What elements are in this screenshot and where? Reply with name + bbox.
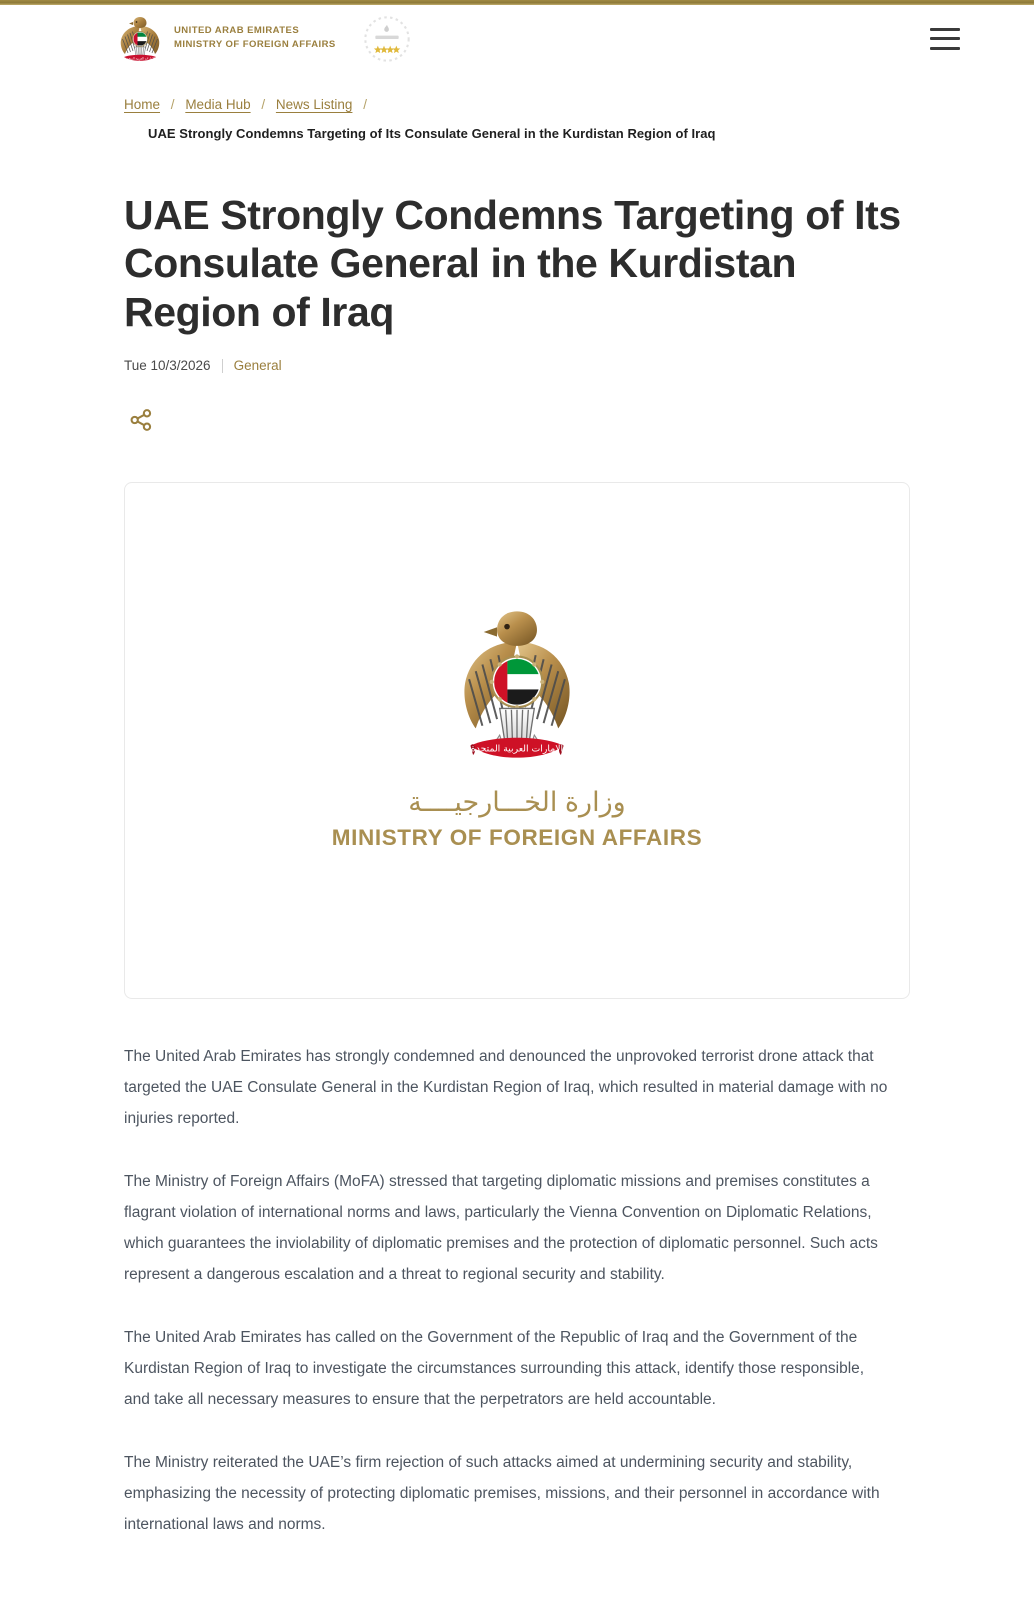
hamburger-bar-1 bbox=[930, 28, 960, 31]
breadcrumb-separator: / bbox=[170, 97, 175, 112]
breadcrumb-item-news-listing[interactable]: News Listing bbox=[275, 97, 353, 112]
uae-falcon-emblem-icon bbox=[458, 602, 576, 767]
brand-line-country: UNITED ARAB EMIRATES bbox=[174, 25, 300, 37]
breadcrumb-separator: / bbox=[261, 97, 266, 112]
hamburger-menu-icon[interactable] bbox=[930, 28, 960, 50]
article-meta bbox=[124, 358, 910, 373]
meta-divider bbox=[222, 359, 223, 373]
breadcrumb-item-media-hub[interactable]: Media Hub bbox=[185, 97, 251, 112]
svg-text:الإمارات العربية المتحدة: الإمارات العربية المتحدة bbox=[470, 743, 564, 755]
mofa-english-title: MINISTRY OF FOREIGN AFFAIRS bbox=[331, 825, 703, 851]
brand-line-ministry: MINISTRY OF FOREIGN AFFAIRS bbox=[174, 39, 336, 50]
breadcrumb-current-page: UAE Strongly Condemns Targeting of Its Consulate General in the Kurdistan Region of Iraq bbox=[148, 125, 716, 141]
share-glyph bbox=[128, 407, 154, 433]
site-header bbox=[0, 5, 1034, 72]
site-logo-link[interactable] bbox=[118, 14, 336, 64]
share-nodes-icon[interactable] bbox=[124, 403, 158, 437]
svg-text:الإمارات العربية المتحدة: الإمارات العربية المتحدة bbox=[125, 56, 155, 60]
breadcrumb-item-home[interactable]: Home bbox=[124, 97, 161, 112]
hamburger-bar-2 bbox=[930, 37, 960, 40]
mofa-logo-lockup bbox=[332, 602, 702, 851]
breadcrumb-separator: / bbox=[363, 97, 367, 112]
government-excellence-seal-icon bbox=[362, 14, 412, 64]
breadcrumb bbox=[124, 72, 910, 144]
uae-falcon-emblem-icon bbox=[118, 14, 162, 64]
article-date: Tue 10/3/2026 bbox=[124, 358, 211, 374]
mofa-arabic-title: وزارة الخـــارجيــــة bbox=[408, 787, 626, 818]
article-category: General bbox=[233, 358, 282, 374]
main-content bbox=[0, 72, 1034, 1540]
article-paragraph: The United Arab Emirates has called on the Government of the Republic of Iraq and the Government of the Kurdistan Region of Iraq to investigate the circumstances surrounding this attack, identify those responsible, and take all necessary measures to ensure that the perpetrators are held accountable. bbox=[124, 1329, 865, 1409]
share-row bbox=[124, 403, 910, 438]
article-paragraph: The United Arab Emirates has strongly condemned and denounced the unprovoked terrorist drone attack that targeted the UAE Consulate General in the Kurdistan Region of Iraq, which resulted in material damage with no injuries reported. bbox=[124, 1048, 888, 1128]
page-title: UAE Strongly Condemns Targeting of Its Consulate General in the Kurdistan Region of Iraq bbox=[124, 192, 901, 335]
hamburger-bar-3 bbox=[930, 47, 960, 50]
article-body bbox=[124, 1041, 910, 1540]
article-hero-card bbox=[124, 482, 910, 999]
article-paragraph: The Ministry reiterated the UAE’s firm rejection of such attacks aimed at undermining security and stability, emphasizing the necessity of protecting diplomatic premises, missions, and their personnel in accordance with international laws and norms. bbox=[124, 1454, 880, 1534]
article-paragraph: The Ministry of Foreign Affairs (MoFA) stressed that targeting diplomatic missions and premises constitutes a flagrant violation of international norms and laws, particularly the Vienna Convention on Diplomatic Relations, which guarantees the inviolability of diplomatic premises and the protection of diplomatic personnel. Such acts represent a dangerous escalation and a threat to regional security and stability. bbox=[124, 1173, 878, 1284]
